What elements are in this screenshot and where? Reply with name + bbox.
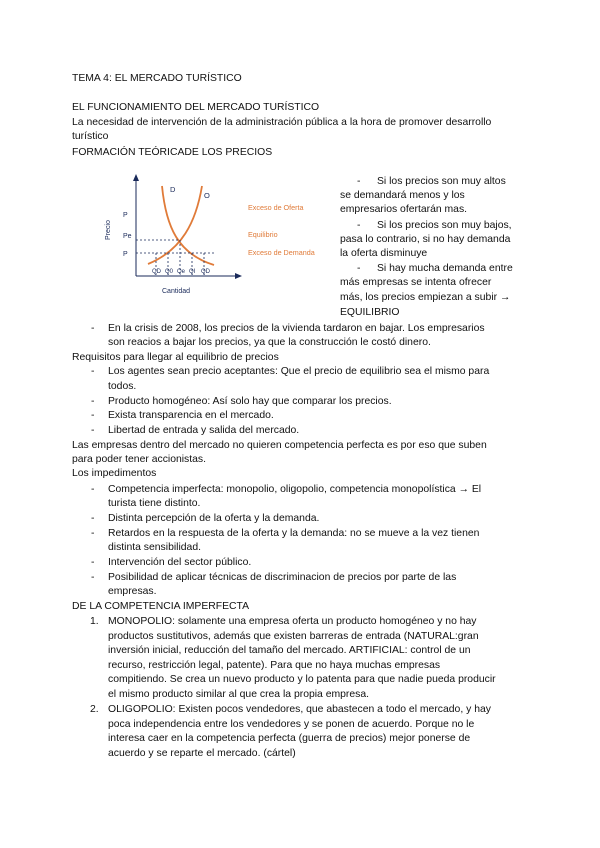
requisito-2: Producto homogéneo: Así solo hay que comparar los precios.	[108, 396, 392, 407]
x-tick-qe: Qe	[177, 269, 186, 275]
impedimento-3-line-1: Retardos en la respuesta de la oferta y la demanda: no se mueve a la vez tienen	[108, 528, 480, 539]
supply-curve	[148, 186, 202, 264]
bullet-dash: -	[91, 410, 95, 421]
list-number: 1.	[90, 616, 99, 627]
monopolio-line-3: inversión inicial, reducción del tamaño del mercado. ARTIFICIAL: control de un	[108, 645, 471, 656]
competencia-heading: DE LA COMPETENCIA IMPERFECTA	[72, 601, 250, 612]
subheading-precios: FORMACIÓN TEÓRICADE LOS PRECIOS	[72, 147, 273, 158]
right-bullet-3-line-3: más, los precios empiezan a subir →	[340, 292, 511, 303]
requisitos-heading: Requisitos para llegar al equilibrio de precios	[72, 352, 279, 363]
y-axis-arrow	[133, 174, 139, 181]
monopolio-line-4: recurso, restricción legal, patente). Para que no haya muchas empresas	[108, 660, 441, 671]
impedimento-5-line-2: empresas.	[108, 586, 157, 597]
right-bullet-3-line-1: Si hay mucha demanda entre	[377, 263, 513, 274]
impedimento-1-line-1: Competencia imperfecta: monopolio, oligopolio, competencia monopolística → El	[108, 484, 482, 495]
legend-exceso-demanda: Exceso de Demanda	[248, 248, 315, 257]
right-bullet-3-line-2: más empresas se intenta ofrecer	[340, 277, 492, 288]
bullet-dash: -	[91, 484, 95, 495]
impedimento-5-line-1: Posibilidad de aplicar técnicas de discriminacion de precios por parte de las	[108, 572, 457, 583]
right-bullet-2-line-2: pasa lo contrario, si no hay demanda	[340, 234, 511, 245]
oligopolio-line-3: interesa caer en la competencia perfecta (guerra de precios) mejor ponerse de	[108, 733, 471, 744]
monopolio-line-6: el mismo producto similar al que crea la propia empresa.	[108, 689, 370, 700]
legend-equilibrio: Equilibrio	[248, 230, 278, 239]
impedimentos-heading: Los impedimentos	[72, 468, 157, 479]
bullet-dash: -	[91, 425, 95, 436]
bullet-dash: -	[357, 220, 361, 231]
intro-text-line-2: turístico	[72, 131, 109, 142]
crisis-line-1: En la crisis de 2008, los precios de la vivienda tardaron en bajar. Los empresarios	[108, 323, 485, 334]
oligopolio-line-1: OLIGOPOLIO: Existen pocos vendedores, que abastecen a todo el mercado, y hay	[108, 704, 491, 715]
y-tick-p-top: P	[123, 212, 128, 219]
impedimento-4: Intervención del sector público.	[108, 557, 252, 568]
bullet-dash: -	[91, 366, 95, 377]
supply-demand-graph	[96, 172, 336, 302]
oligopolio-line-4: acuerdo y se reparte el mercado. (cártel)	[108, 748, 296, 759]
right-bullet-3-line-4: EQUILIBRIO	[340, 307, 400, 318]
bullet-dash: -	[91, 528, 95, 539]
section-heading: EL FUNCIONAMIENTO DEL MERCADO TURÍSTICO	[72, 102, 320, 113]
impedimento-2: Distinta percepción de la oferta y la demanda.	[108, 513, 320, 524]
x-tick-qd-1: QD	[152, 269, 161, 275]
requisito-3: Exista transparencia en el mercado.	[108, 410, 274, 421]
monopolio-line-1: MONOPOLIO: solamente una empresa oferta un producto homogéneo y no hay	[108, 616, 477, 627]
legend-exceso-oferta: Exceso de Oferta	[248, 203, 304, 212]
y-axis-label: Precio	[105, 220, 112, 240]
x-axis-arrow	[235, 273, 242, 279]
requisito-4: Libertad de entrada y salida del mercado.	[108, 425, 300, 436]
empresas-line-1: Las empresas dentro del mercado no quieren competencia perfecta es por eso que suben	[72, 440, 487, 451]
y-tick-pe: Pe	[123, 233, 132, 240]
intro-text-line-1: La necesidad de intervención de la administración pública a la hora de promover desarrollo	[72, 117, 492, 128]
oligopolio-line-2: poca independencia entre los vendedores y se ponen de acuerdo. Porque no le	[108, 719, 475, 730]
x-tick-qd-2: QD	[201, 269, 210, 275]
x-axis-label: Cantidad	[162, 288, 191, 295]
curve-label-o: O	[204, 191, 210, 200]
bullet-dash: -	[357, 176, 361, 187]
bullet-dash: -	[91, 557, 95, 568]
right-bullet-2-line-3: la oferta disminuye	[340, 248, 428, 259]
page-title: TEMA 4: EL MERCADO TURÍSTICO	[72, 73, 242, 84]
curve-label-d: D	[170, 185, 176, 194]
bullet-dash: -	[91, 513, 95, 524]
bullet-dash: -	[91, 323, 95, 334]
requisito-1-line-2: todos.	[108, 381, 137, 392]
x-tick-qi: QI	[189, 269, 196, 275]
impedimento-1-line-2: turista tiene distinto.	[108, 498, 201, 509]
right-bullet-2-line-1: Si los precios son muy bajos,	[377, 220, 512, 231]
monopolio-line-5: compitiendo. Se crea un nuevo producto y lo patenta para que nadie pueda producir	[108, 674, 496, 685]
list-number: 2.	[90, 704, 99, 715]
monopolio-line-2: productos sustitutivos, además que existen barreras de entrada (NATURAL:gran	[108, 631, 479, 642]
bullet-dash: -	[91, 396, 95, 407]
right-bullet-1-line-3: empresarios ofertarán mas.	[340, 204, 468, 215]
crisis-line-2: son reacios a bajar los precios, ya que la construcción le costó dinero.	[108, 337, 431, 348]
impedimento-3-line-2: distinta sensibilidad.	[108, 542, 201, 553]
bullet-dash: -	[91, 572, 95, 583]
empresas-line-2: para poder tener accionistas.	[72, 454, 207, 465]
right-bullet-1-line-1: Si los precios son muy altos	[377, 176, 506, 187]
x-tick-q0: Q0	[165, 269, 174, 275]
right-bullet-1-line-2: se demandará menos y los	[340, 190, 465, 201]
requisito-1-line-1: Los agentes sean precio aceptantes: Que el precio de equilibrio sea el mismo para	[108, 366, 490, 377]
bullet-dash: -	[357, 263, 361, 274]
y-tick-p-low: P	[123, 251, 128, 258]
